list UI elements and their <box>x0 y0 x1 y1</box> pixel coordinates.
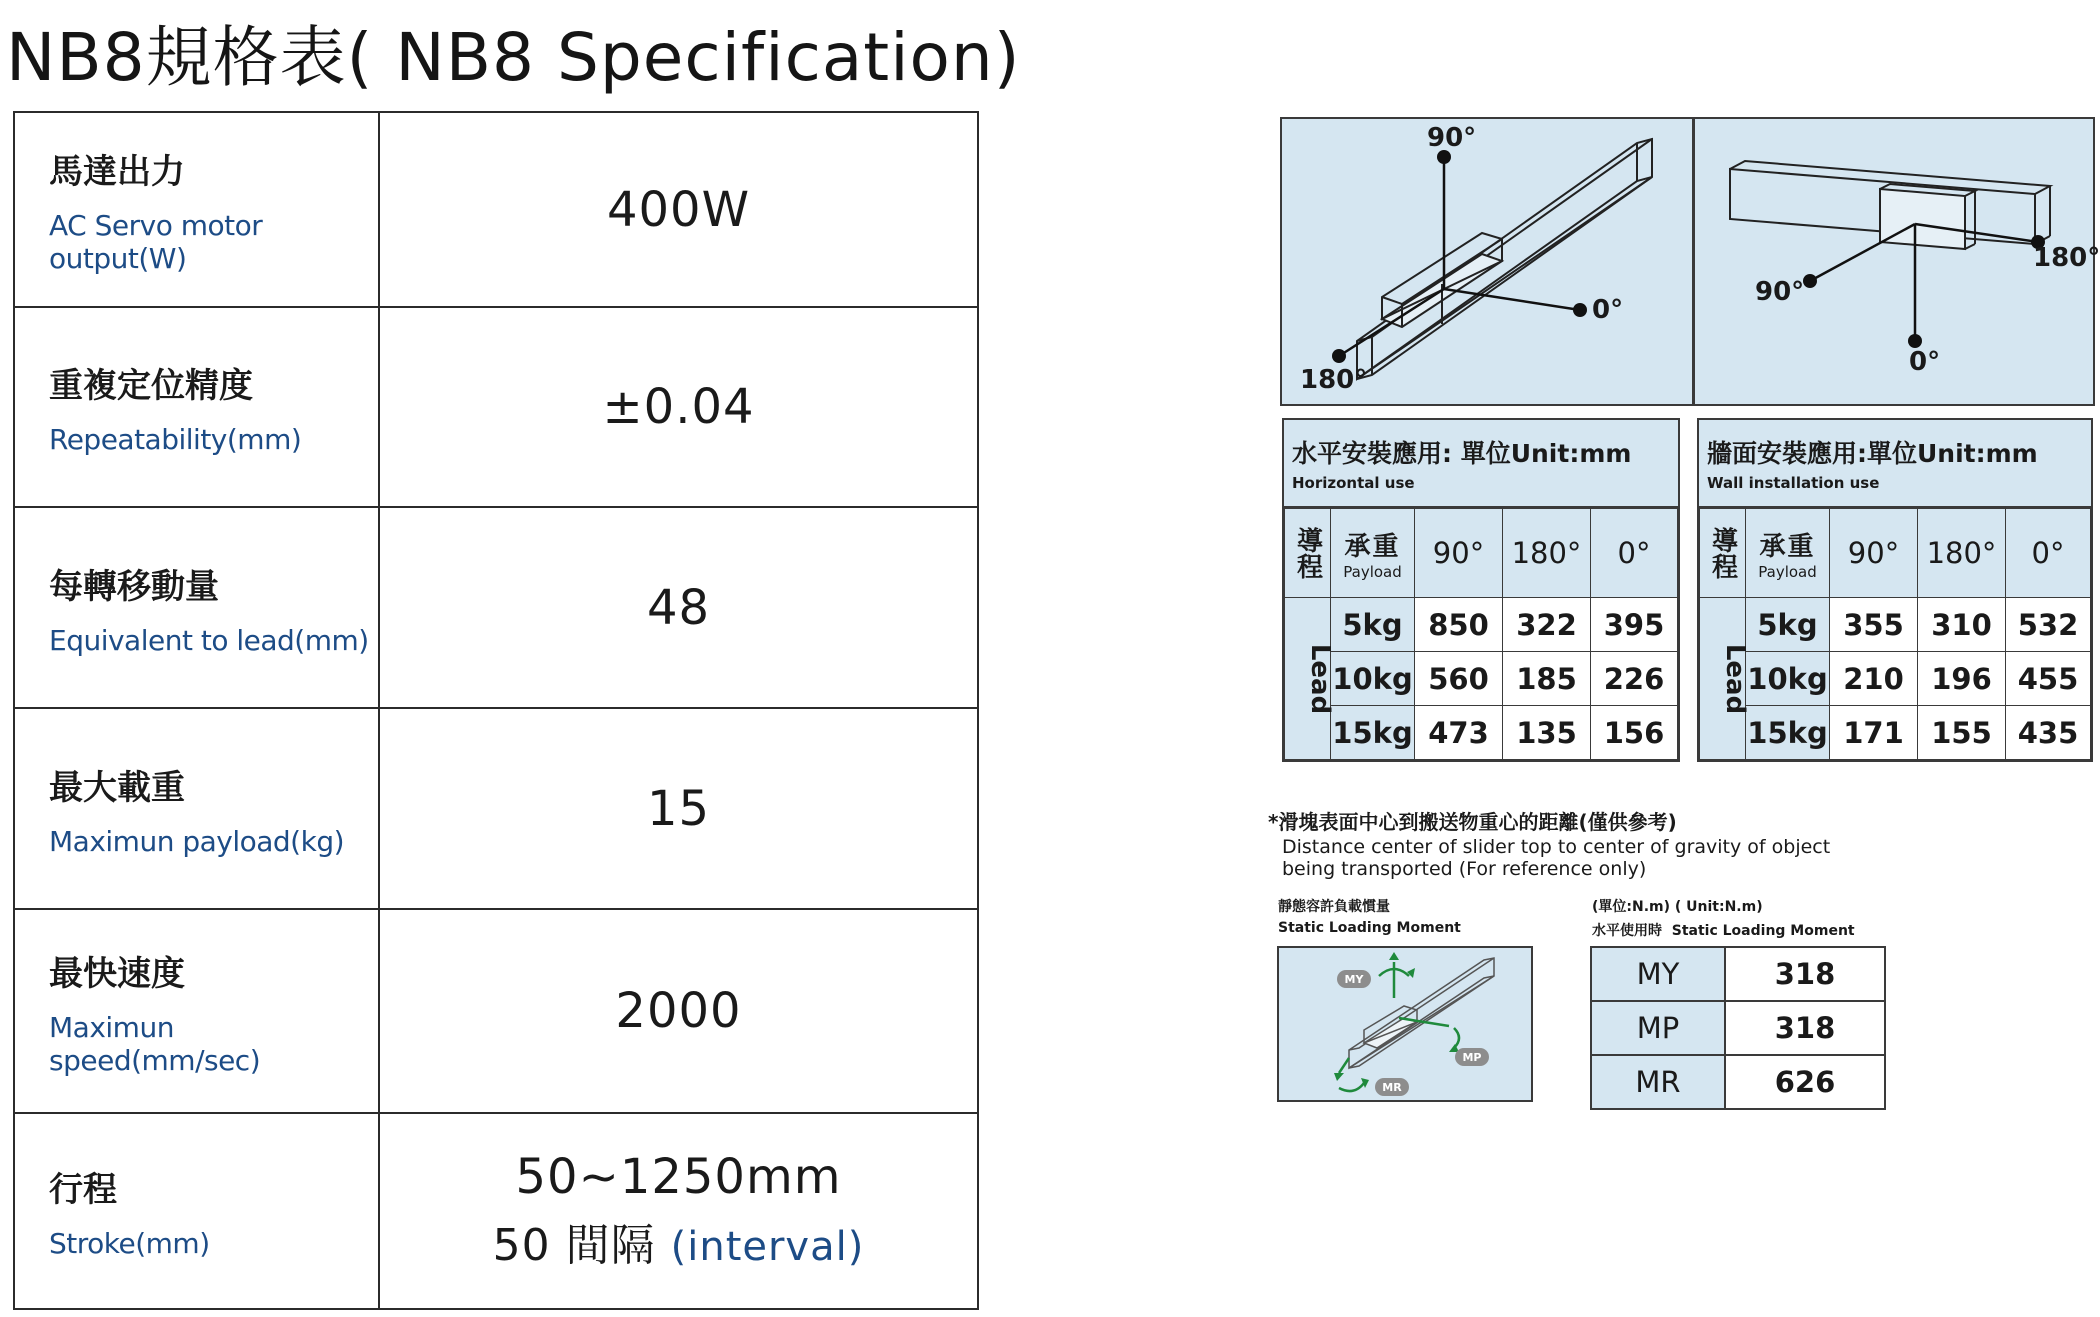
load-grid <box>1284 508 1678 760</box>
horizontal-rail-illustration <box>1282 119 1692 404</box>
spec-label-zh: 最大載重 <box>49 767 185 808</box>
angle-label: 180° <box>2033 243 2100 273</box>
moment-value: 318 <box>1725 947 1885 1001</box>
spec-value: 2000 <box>379 909 978 1113</box>
value-cell: 560 <box>1415 652 1503 706</box>
payload-cell: 5kg <box>1331 598 1415 652</box>
moment-key: MP <box>1591 1001 1725 1055</box>
angle-header: 180° <box>1918 509 2006 598</box>
load-row <box>1700 652 2091 706</box>
wall-mount-diagram <box>1693 117 2100 406</box>
load-row <box>1285 706 1678 760</box>
value-cell: 455 <box>2006 652 2091 706</box>
angle-header: 0° <box>1591 509 1678 598</box>
my-badge-label: MY <box>1344 973 1364 986</box>
payload-cell: 15kg <box>1746 706 1830 760</box>
load-row <box>1700 706 2091 760</box>
moment-row <box>1591 947 1885 1001</box>
angle-header: 90° <box>1830 509 1918 598</box>
static-moment-label-en: Static Loading Moment <box>1278 920 1461 936</box>
lead-label: Lead <box>1720 643 1751 714</box>
load-table-header <box>1699 420 2091 508</box>
page-title: NB8規格表( NB8 Specification) <box>6 19 1021 96</box>
payload-header-zh: 承重 <box>1344 531 1401 562</box>
value-cell: 435 <box>2006 706 2091 760</box>
load-header-row <box>1700 509 2091 598</box>
moment-value: 626 <box>1725 1055 1885 1109</box>
angle-header: 180° <box>1503 509 1591 598</box>
value-cell: 850 <box>1415 598 1503 652</box>
value-cell: 322 <box>1503 598 1591 652</box>
spec-label-zh: 每轉移動量 <box>49 566 219 607</box>
angle-header: 0° <box>2006 509 2091 598</box>
spec-label-zh: 馬達出力 <box>49 152 185 192</box>
moment-diagram <box>1277 946 1533 1102</box>
moment-illustration <box>1279 948 1531 1100</box>
guide-label: 導程 <box>1707 527 1738 579</box>
value-cell: 155 <box>1918 706 2006 760</box>
spec-table <box>13 111 979 1310</box>
angle-label: 90° <box>1755 277 1805 307</box>
spec-label-en: Maximun payload(kg) <box>49 824 345 858</box>
spec-value: 15 <box>379 708 978 909</box>
stroke-range: 50~1250mm <box>515 1149 842 1205</box>
load-table-title: 水平安裝應用: 單位Unit:mm <box>1292 439 1632 468</box>
angle-label: 90° <box>1427 123 1477 153</box>
moment-row <box>1591 1001 1885 1055</box>
moment-key: MY <box>1591 947 1725 1001</box>
spec-value: ±0.04 <box>379 307 978 507</box>
stroke-interval-en: (interval) <box>670 1224 865 1270</box>
moment-usage <box>1592 920 1855 940</box>
moment-row <box>1591 1055 1885 1109</box>
spec-label-zh: 行程 <box>49 1170 117 1210</box>
moment-unit: (單位:N.m) ( Unit:N.m) <box>1592 899 1763 915</box>
spec-label <box>14 507 379 708</box>
spec-value: 400W <box>379 112 978 307</box>
lead-cell <box>1285 598 1336 760</box>
value-cell: 156 <box>1591 706 1678 760</box>
spec-row <box>14 112 978 307</box>
load-table-header <box>1284 420 1678 508</box>
value-cell: 135 <box>1503 706 1591 760</box>
payload-header-en: Payload <box>1343 562 1402 581</box>
payload-header <box>1331 509 1415 598</box>
spec-label-en: Maximun speed(mm/sec) <box>49 1010 261 1077</box>
angle-header: 90° <box>1415 509 1503 598</box>
payload-cell: 5kg <box>1746 598 1830 652</box>
guide-label: 導程 <box>1292 527 1323 579</box>
moment-usage-en: Static Loading Moment <box>1671 923 1855 939</box>
value-cell: 196 <box>1918 652 2006 706</box>
payload-cell: 10kg <box>1746 652 1830 706</box>
load-table-title: 牆面安裝應用:單位Unit:mm <box>1707 439 2038 468</box>
angle-label: 0° <box>1592 295 1624 325</box>
payload-header-en: Payload <box>1758 562 1817 581</box>
value-cell: 532 <box>2006 598 2091 652</box>
angle-label: 180° <box>1300 365 1368 395</box>
spec-label-zh: 最快速度 <box>49 953 185 994</box>
stroke-interval <box>381 1209 976 1273</box>
load-header-row <box>1285 509 1678 598</box>
spec-row <box>14 507 978 708</box>
value-cell: 185 <box>1503 652 1591 706</box>
spec-row <box>14 909 978 1113</box>
moment-usage-zh: 水平使用時 <box>1592 923 1662 939</box>
stroke-interval-num: 50 間隔 <box>492 1220 656 1271</box>
spec-value <box>379 1113 978 1309</box>
note-zh: *滑塊表面中心到搬送物重心的距離(僅供參考) <box>1268 810 1677 834</box>
spec-label-en: Equivalent to lead(mm) <box>49 623 369 657</box>
guide-cell <box>1700 509 1746 598</box>
spec-label <box>14 112 379 307</box>
payload-header-zh: 承重 <box>1759 531 1816 562</box>
mr-badge-label: MR <box>1382 1081 1402 1094</box>
load-row <box>1700 598 2091 652</box>
horizontal-load-table <box>1282 418 1680 762</box>
value-cell: 355 <box>1830 598 1918 652</box>
spec-label-en: Stroke(mm) <box>49 1227 210 1260</box>
spec-label <box>14 909 379 1113</box>
spec-label <box>14 307 379 507</box>
load-row <box>1285 598 1678 652</box>
angle-label: 0° <box>1909 347 1941 377</box>
spec-label-en: Repeatability(mm) <box>49 423 302 456</box>
lead-cell <box>1700 598 1751 760</box>
static-moment-table <box>1590 946 1886 1110</box>
spec-row <box>14 307 978 507</box>
spec-value: 48 <box>379 507 978 708</box>
guide-cell <box>1285 509 1331 598</box>
load-table-subtitle: Horizontal use <box>1292 474 1415 492</box>
spec-label <box>14 708 379 909</box>
payload-cell: 10kg <box>1331 652 1415 706</box>
spec-row <box>14 1113 978 1309</box>
lead-label: Lead <box>1305 643 1336 714</box>
spec-label-en: AC Servo motor output(W) <box>49 209 263 275</box>
value-cell: 226 <box>1591 652 1678 706</box>
value-cell: 171 <box>1830 706 1918 760</box>
wall-load-table <box>1697 418 2093 762</box>
payload-cell: 15kg <box>1331 706 1415 760</box>
value-cell: 395 <box>1591 598 1678 652</box>
payload-header <box>1746 509 1830 598</box>
mp-badge-label: MP <box>1462 1051 1482 1064</box>
moment-key: MR <box>1591 1055 1725 1109</box>
spec-label <box>14 1113 379 1309</box>
spec-label-zh: 重複定位精度 <box>49 366 253 406</box>
load-table-subtitle: Wall installation use <box>1707 474 1880 492</box>
moment-value: 318 <box>1725 1001 1885 1055</box>
value-cell: 473 <box>1415 706 1503 760</box>
note-en: Distance center of slider top to center of gravity of object being transported (For reference only) <box>1282 836 1831 880</box>
static-moment-label-zh: 靜態容許負載慣量 <box>1278 899 1390 915</box>
load-grid <box>1699 508 2091 760</box>
value-cell: 210 <box>1830 652 1918 706</box>
load-row <box>1285 652 1678 706</box>
value-cell: 310 <box>1918 598 2006 652</box>
spec-row <box>14 708 978 909</box>
horizontal-mount-diagram <box>1280 117 1694 406</box>
